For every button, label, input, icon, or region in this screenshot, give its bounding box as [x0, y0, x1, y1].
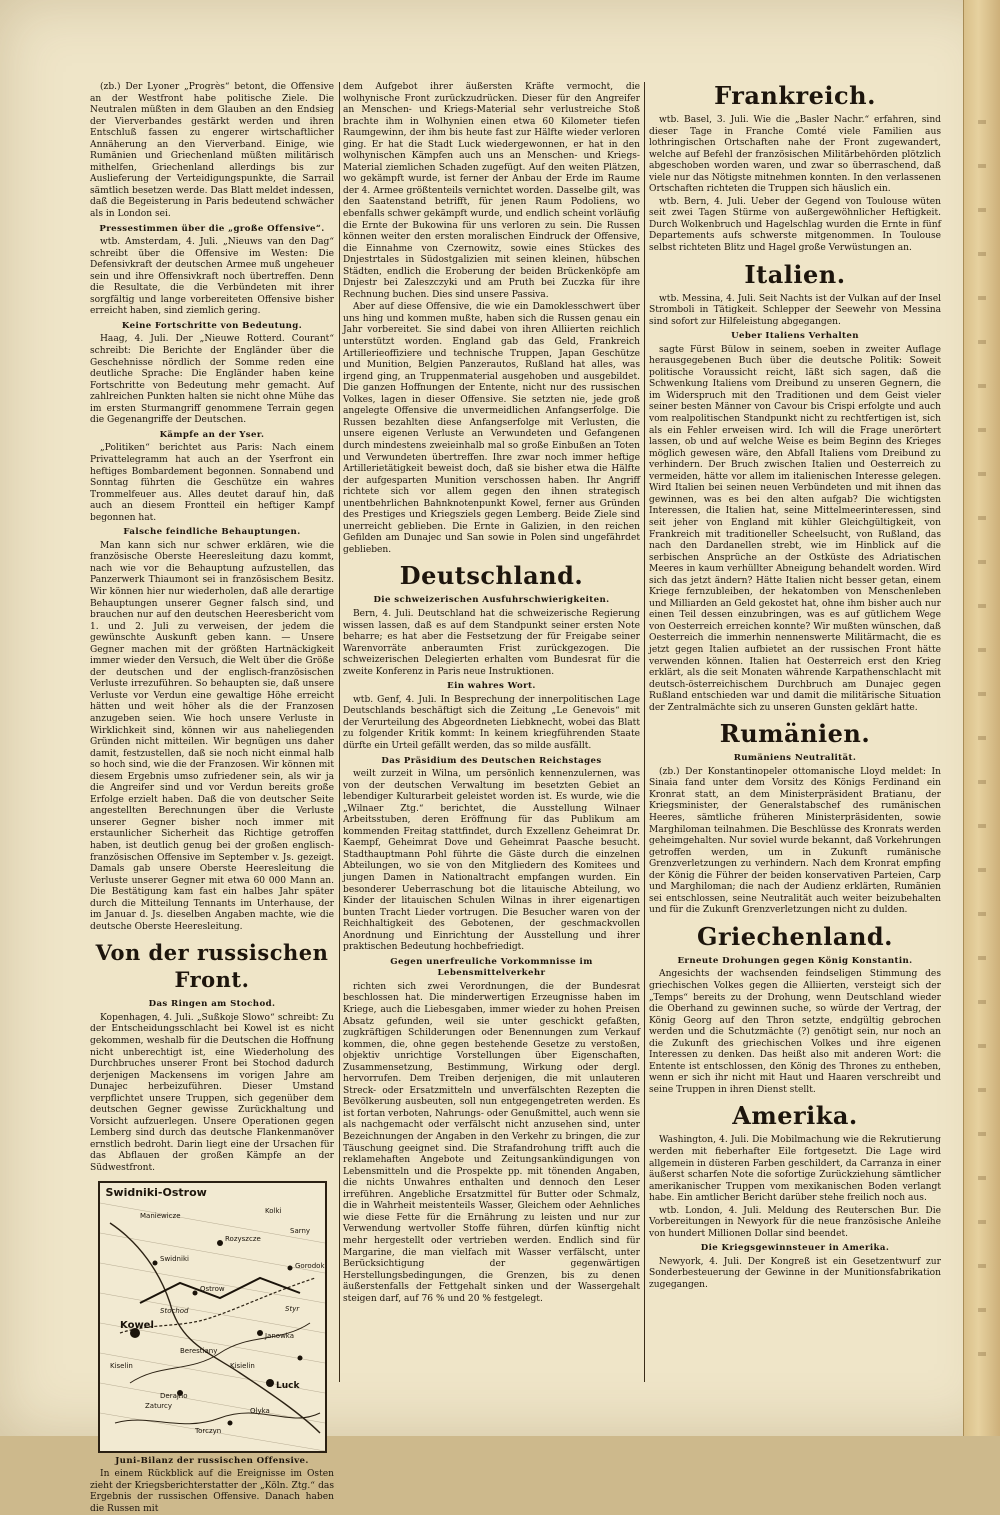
map-label: Kowel	[119, 1319, 154, 1331]
section-subheading: Die schweizerischen Ausfuhrschwierigkeiten.	[373, 595, 610, 606]
map-label: Kiselin	[109, 1361, 133, 1370]
map-label: Zaturcy	[144, 1401, 172, 1410]
map-label: Maniewicze	[139, 1211, 181, 1220]
section-subheading: Keine Fortschritte von Bedeutung.	[121, 320, 303, 331]
article-paragraph: Newyork, 4. Juli. Der Kongreß ist ein Gesetzentwurf zur Sonderbesteuerung der Gewinne in der Munitionsfabrikation zugegangen.	[649, 1256, 941, 1291]
page-binding-edge	[963, 0, 1000, 1436]
column-rule-2	[644, 82, 645, 1382]
section-subheading: Ueber Italiens Verhalten	[731, 331, 859, 342]
binding-stitches	[978, 80, 986, 1360]
map-label: Kisielin	[229, 1361, 255, 1370]
article-paragraph: richten sich zwei Verordnungen, die der Bundesrat beschlossen hat. Die minderwertigen Erzeugnisse haben im Kriege, auch die Liebesgaben, immer wieder zu hohen Preisen Absatz gefunden, weil sie unter geschickt gefaßten, zugkräftigen Schilderungen oder Benennungen zum Verkauf kommen, die, ohne gegen bestehende Gesetze zu verstoßen, objektiv unrichtige Vorstellungen über Eigenschaften, Zusammensetzung, Bestimmung, Wirkung oder dergl. hervorrufen. Dem Treiben derjenigen, die mit unlauteren Streck- oder Ersatzmitteln und unverfälschten Rezepten die Bevölkerung ausbeuten, soll nun entgegengetreten werden. Es ist fortan verboten, Nahrungs- oder Genußmittel, auch wenn sie als nachgemacht oder verfälscht nicht anzusehen sind, unter Bezeichnungen der Angaben in den Verkehr zu bringen, die zur Täuschung geeignet sind. Die Strafandrohung trifft auch die reklamehaften Angebote und Zeitungsankündigungen von Lebensmitteln und die Prospekte pp. mit tönenden Angaben, die nichts Unwahres enthalten und dennoch den Leser irreführen. Angebliche Ersatzmittel für Butter oder Schmalz, die in Wahrheit meistenteils Wasser, Gleichem oder Aehnliches wie diese Fette für die Ernährung zu leisten und nur zur Verwendung wertvoller Stoffe führen, dürfen künftig nicht mehr hergestellt oder vertrieben werden. Endlich sind für Margarine, die man vielfach mit Wasser verfälscht, unter Berücksichtigung der gegenwärtigen Herstellungsbedingungen, die Grenzen, bis zu denen äußerstenfalls der Fettgehalt sinken und der Wassergehalt steigen darf, auf 76 % und 20 % festgelegt.	[343, 981, 640, 1304]
map-label: Olyka	[249, 1406, 270, 1415]
section-subheading: Falsche feindliche Behauptungen.	[123, 527, 301, 538]
section-subheading: Das Ringen am Stochod.	[148, 999, 276, 1010]
section-subheading: Die Kriegsgewinnsteuer in Amerika.	[700, 1243, 890, 1254]
section-heading-amerika: Amerika.	[732, 1101, 858, 1131]
article-paragraph: „Politiken“ berichtet aus Paris: Nach einem Privattelegramm hat auch an der Yserfront ein heftiges Bombardement begonnen. Sonnabend und Sonntag führten die Geschütze ein wahres Trommelfeuer aus. Alles deutet darauf hin, daß auch an diesem Frontteil ein heftiger Kampf begonnen hat.	[90, 443, 334, 523]
column-1	[90, 82, 334, 1514]
section-subheading: Das Präsidium des Deutschen Reichstages	[381, 755, 602, 766]
map-label: Styr	[284, 1304, 299, 1313]
article-paragraph: wtb. Genf, 4. Juli. In Besprechung der innerpolitischen Lage Deutschlands beschäftigt sich die Zeitung „Le Genevois“ mit der Verurteilung des Abgeordneten Liebknecht, wobei das Blatt zu folgender Kritik kommt: In keinem kriegführenden Staate dürfte ein Urteil gefällt werden, das so milde ausfällt.	[343, 694, 640, 751]
map-label: Janowka	[264, 1331, 294, 1340]
section-heading-deutschland: Deutschland.	[399, 561, 584, 591]
article-paragraph: Washington, 4. Juli. Die Mobilmachung wie die Rekrutierung werden mit fieberhafter Eile fortgesetzt. Die Lage wird allgemein in düsteren Farben geschildert, da Carranza in einer äußerst scharfen Note die sofortige Zurückziehung sämtlicher amerikanischer Truppen vom mexikanischen Boden verlangt habe. Ein amtlicher Bericht darüber stehe freilich noch aus.	[649, 1135, 941, 1204]
section-subheading: Juni-Bilanz der russischen Offensive.	[115, 1455, 309, 1466]
map-label: Derajno	[159, 1391, 188, 1400]
section-heading-rumaenien: Rumänien.	[719, 719, 871, 749]
article-paragraph: In einem Rückblick auf die Ereignisse im Osten zieht der Kriegsberichterstatter der „Köln. Ztg.“ das Ergebnis der russischen Offensive. Danach haben die Russen mit	[90, 1469, 334, 1514]
map-label: Gorodok	[294, 1261, 324, 1270]
map-title: Swidniki-Ostrow	[105, 1185, 207, 1199]
article-paragraph: wtb. London, 4. Juli. Meldung des Reuterschen Bur. Die Vorbereitungen in Newyork für die neue französische Anleihe von hundert Millionen Dollar sind beendet.	[649, 1205, 941, 1239]
map-label: Luck	[275, 1380, 299, 1391]
section-subheading: Gegen unerfreuliche Vorkommnisse im Lebensmittelverkehr	[390, 956, 593, 979]
column-2	[343, 82, 640, 1382]
map-label: Ostrow	[199, 1284, 225, 1293]
map-label: Berestiany	[179, 1346, 217, 1355]
article-paragraph: (zb.) Der Lyoner „Progrès“ betont, die Offensive an der Westfront habe politische Ziele. Die Neutralen müßten in dem Glauben an den Endsieg der Vierverbandes gestärkt werden und ihren Entschluß fassen zu engerer wirtschaftlicher Annäherung an den Vierverband. Einige, wie Rumänien und Griechenland müßten militärisch mithelfen, Griechenland allerdings bis zur Auslieferung der Verteidigungspunkte, die Sarrail sämtlich besetzen werde. Das Blatt meldet indessen, daß die Begeisterung in Paris bedeutend schwächer als in London sei.	[90, 82, 334, 220]
article-paragraph: dem Aufgebot ihrer äußersten Kräfte vermocht, die wolhynische Front zurückzudrücken. Dieser für den Angreifer an Menschen- und Kriegs-Material sehr verlustreiche Stoß brachte ihm in Wolhynien einen etwa 60 Kilometer tiefen Raumgewinn, der ihm bis heute fast zur Hälfte wieder verloren ging. Er hat die Stadt Luck wiedergewonnen, er hat in den wolhynischen Kämpfen auch uns an Menschen- und Kriegs-Material ziemlichen Schaden zugefügt. Auf den weiten Plätzen, wo gekämpft wurde, ist ferner der Anbau der Erde im Raume der 4. Armee größtenteils vernichtet worden. Dasselbe gilt, was den Saatenstand betrifft, für jenen Raum Podoliens, wo ebenfalls schwer gekämpft wurde, und endlich scheint vorläufig die Ernte der Bukowina für uns verloren zu sein. Die Russen können weiter den ersten moralischen Eindruck der Offensive, die Einnahme von Czernowitz, sowie eines Stückes des Dnjestrtales in Südostgalizien mit seinen kleinen, hübschen Städten, endlich die Eroberung der beiden Brückenköpfe am Dnjestr bei Zaleszczyki und am Pruth bei Zuczka für ihre Rechnung buchen. Dies sind unsere Passiva.	[343, 82, 640, 300]
article-paragraph: sagte Fürst Bülow in seinem, soeben in zweiter Auflage herausgegebenen Buch über die deutsche Politik: Soweit politische Voraussicht reicht, läßt sich sagen, daß die Schwenkung Italiens vom Dreibund zu unseren Gegnern, die im Widerspruch mit den Traditionen und dem Geist vieler seiner besten Männer von Cavour bis Crispi erfolgte und auch vom realpolitischen Standpunkt nicht zu rechtfertigen ist, sich als ein Fehler erweisen wird. Ich will die Frage unerörtert lassen, ob und auf welche Weise es beim Beginn des Krieges möglich gewesen wäre, den Abfall Italiens vom Dreibund zu verhindern. Der Bruch zwischen Italien und Oesterreich zu vermeiden, hätte vor allem im italienischen Interesse gelegen. Wird Italien bei seinen neuen Verbündeten und mit ihnen das gewinnen, was es bei den alten aufgab? Die wichtigsten Interessen, die Italien hat, seine Mittelmeerinteressen, sind seit jeher von England mit kühler Gleichgültigkeit, von Frankreich mit traditioneller Scheelsucht, von Rußland, das nach den Dardanellen strebt, wie im Hinblick auf die serbischen Ansprüche an der Ostküste des Adriatischen Meeres in kaum verhüllter Abneigung behandelt worden. Wird sich das jetzt ändern? Hätte Italien nicht besser getan, einem Kriege fernzubleiben, der hekatomben von Menschenleben und Milliarden an Geld gekostet hat, ohne ihm bisher auch nur einen Teil dessen einzubringen, was es auf gütlichem Wege von Oesterreich erreichen konnte? Wir mußten wünschen, daß Oesterreich die immerhin nennenswerte Militärmacht, die es jetzt gegen Italien aufbietet an der russischen Front hätte verwenden können. Italien hat Oesterreich erst den Krieg erklärt, als die seit Monaten währende Karpathenschlacht mit deutsch-österreichischem Durchbruch am Dunajec gegen Rußland entschieden war und damit die militärische Situation der Zentralmächte sich zu unseren Gunsten geklärt hatte.	[649, 344, 941, 713]
article-paragraph: weilt zurzeit in Wilna, um persönlich kennenzulernen, was von der deutschen Verwaltung im besetzten Gebiet an lebendiger Kulturarbeit geleistet worden ist. Es wurde, wie die „Wilnaer Ztg.“ berichtet, die Ausstellung Wilnaer Arbeitsstuben, deren Eröffnung für das Publikum am kommenden Freitag stattfindet, durch Exzellenz Geheimrat Dr. Kaempf, Geheimrat Dove und Geheimrat Paasche besucht. Stadthauptmann Pohl führte die Gäste durch die einzelnen Abteilungen, wo sie von den Mitgliedern des Komitees und jungen Damen in Nationaltracht empfangen wurden. Ein besonderer Ueberraschung bot die litauische Abteilung, wo Kinder der litauischen Schulen Wilnas in ihrer eigenartigen bunten Tracht Lieder vortrugen. Die Besucher waren von der Reichhaltigkeit des Gebotenen, der geschmackvollen Anordnung und Einrichtung der Ausstellung und ihrer praktischen Bedeutung hochbefriedigt.	[343, 769, 640, 953]
article-paragraph: wtb. Messina, 4. Juli. Seit Nachts ist der Vulkan auf der Insel Stromboli in Tätigkeit. Schlepper der Seewehr von Messina sind sofort zur Hilfeleistung abgegangen.	[649, 293, 941, 327]
article-paragraph: Aber auf diese Offensive, die wie ein Damoklesschwert über uns hing und kommen mußte, haben sich die Russen genau ein Jahr vorbereitet. Sie sind dabei von ihren Alliierten reichlich unterstützt worden. England gab das Geld, Frankreich Artillerieoffiziere und technische Truppen, Japan Geschütze und Munition, Belgien Panzerautos, Rußland hat alles, was irgend ging, an Truppenmaterial ausgehoben und ausgebildet. Die ganzen Hoffnungen der Entente, nicht nur des russischen Volkes, lagen in dieser Offensive. Sie setzten nie, jede groß angelegte Offensive die unvermeidlichen Anfangserfolge. Die Russen bezahlten diese Anfangserfolge mit Verlusten, die unsere eigenen Verluste an Verwundeten und Gefangenen durch mindestens zweieinhalb mal so große Einbußen an Toten und Verwundeten übertreffen. Ihre zwar noch immer heftige Artillerietätigkeit beweist doch, daß sie bisher etwa die Hälfte der aufgesparten Munition verschossen haben. Ihr Angriff richtete sich vor allem gegen den ihnen strategisch unentbehrlichen Bahnknotenpunkt Kowel, ferner aus Gründen des Prestiges und Kriegsziels gegen Lemberg. Beide Ziele sind unerreicht geblieben. Die Ernte in Galizien, in den reichen Gefilden am Dunajec und San sowie in Polen sind ungefährdet geblieben.	[343, 302, 640, 555]
article-paragraph: Angesichts der wachsenden feindseligen Stimmung des griechischen Volkes gegen die Alliierten, versteigt sich der „Temps“ bereits zu der Drohung, wenn Deutschland wieder die Oberhand zu gewinnen suche, so würde der Vertrag, der König Georg auf den Thron setzte, endgültig gebrochen werden und die Schutzmächte (?) genötigt sein, nur noch an die Zukunft des griechischen Volkes und ihre eigenen Interessen zu denken. Das heißt also mit anderen Wort: die Entente ist entschlossen, den König des Thrones zu entheben, wenn er sich ihr nicht mit Haut und Haaren verschreibt und seine Truppen in ihren Dienst stellt.	[649, 969, 941, 1095]
column-3	[649, 82, 941, 1382]
article-paragraph: Man kann sich nur schwer erklären, wie die französische Oberste Heeresleitung dazu kommt, nach wie vor die Behauptung aufzustellen, das Panzerwerk Thiaumont sei in französischem Besitz. Wir können hier nur wiederholen, daß alle derartige Behauptungen unserer Gegner falsch sind, und brauchen nur auf den deutschen Heeresbericht vom 1. und 2. Juli zu verweisen, der jedem die gewünschte Auskunft geben kann. — Unsere Gegner machen mit der größten Hartnäckigkeit immer wieder den Versuch, die Welt über die Größe der deutschen und der englisch-französischen Verluste irrezuführen. So behaupten sie, daß unsere Verluste vor Verdun eine gewaltige Höhe erreicht hätten und weit höher als die der Franzosen anzugeben seien. Wie hoch unsere Verluste in Wirklichkeit sind, können wir aus naheliegenden Gründen nicht mitteilen. Wir begnügen uns daher damit, festzustellen, daß sie noch nicht einmal halb so hoch sind, wie die der Franzosen. Wir können mit diesem Ergebnis umso zufriedener sein, als wir ja die Angreifer sind und vor Verdun bereits große Erfolge erzielt haben. Daß die von deutscher Seite angestellten Berechnungen über die Verluste unserer Gegner bisher noch immer mit erstaunlicher Sicherheit das Richtige getroffen haben, ist deutlich genug bei der großen englisch-französischen Offensive im September v. Js. gezeigt. Damals gab unsere Oberste Heeresleitung die Verluste unserer Gegner mit etwa 60 000 Mann an. Die Bestätigung kam fast ein halbes Jahr später durch die Mitteilung Tennants im Unterhause, der im Januar d. Js. dieselben Angaben machte, wie die deutsche Oberste Heeresleitung.	[90, 540, 334, 932]
section-heading-russian-front: Von der russischen Front.	[95, 940, 329, 993]
section-heading-frankreich: Frankreich.	[714, 81, 876, 110]
map-label: Swidniki	[159, 1254, 189, 1263]
map-drawing	[100, 1183, 325, 1451]
map-label: Torczyn	[194, 1426, 221, 1435]
column-rule-1	[339, 82, 340, 1382]
article-paragraph: Bern, 4. Juli. Deutschland hat die schweizerische Regierung wissen lassen, daß es auf dem Standpunkt seiner ersten Note beharre; es hat aber die Festsetzung der für Freigabe seiner Warenvorräte anberaumten Frist zurückgezogen. Die schweizerischen Delegierten erhalten vom Bundesrat für die zweite Konferenz in Paris neue Instruktionen.	[343, 608, 640, 677]
map-label: Kolki	[264, 1206, 281, 1215]
section-heading-griechenland: Griechenland.	[696, 921, 894, 951]
article-paragraph: wtb. Basel, 3. Juli. Wie die „Basler Nachr.“ erfahren, sind dieser Tage in Franche Comté viele Familien aus lothringischen Ortschaften nahe der Front zugewandert, welche auf Befehl der französischen Militärbehörden plötzlich abgeschoben worden waren, und zwar so überraschend, daß viele nur das Nötigste mitnehmen konnten. In den verlassenen Ortschaften richteten die Truppen sich häuslich ein.	[649, 115, 941, 195]
map-swidniki-ostrow	[98, 1181, 327, 1453]
section-subheading: Rumäniens Neutralität.	[733, 753, 857, 764]
article-paragraph: Kopenhagen, 4. Juli. „Sußkoje Slowo“ schreibt: Zu der Entscheidungsschlacht bei Kowel ist es nicht gekommen, weshalb für die Deutschen die Hoffnung nicht unberechtigt ist, eine Wiederholung des Durchbruches unserer Front bei Stochod dadurch derjenigen Mackensens im vorigen Jahre am Dunajec herbeizuführen. Dieser Umstand verpflichtet unsere Truppen, sich gegenüber dem deutschen Gegner gewisse Zurückhaltung und Vorsicht aufzuerlegen. Unsere Operationen gegen Lemberg sind durch das deutsche Flankenmanöver ernstlich bedroht. Darin liegt eine der Ursachen für das Abflauen der großen Kämpfe an der Südwestfront.	[90, 1012, 334, 1174]
article-paragraph: wtb. Amsterdam, 4. Juli. „Nieuws van den Dag“ schreibt über die Offensive im Westen: Die Defensivkraft der deutschen Armee muß ungeheuer sein und ihre Offensivkraft noch übertreffen. Denn die Resultate, die die Verbündeten mit ihrer sorgfältig und lange vorbereiteten Offensive bisher erreicht haben, sind ziemlich gering.	[90, 237, 334, 317]
section-subheading: Ein wahres Wort.	[447, 681, 536, 692]
section-subheading: Pressestimmen über die „große Offensive“.	[99, 223, 325, 234]
article-paragraph: wtb. Bern, 4. Juli. Ueber der Gegend von Toulouse wüten seit zwei Tagen Stürme von außergewöhnlicher Heftigkeit. Durch Wolkenbruch und Hagelschlag wurden die Ernte in fünf Departements aufs schwerste mitgenommen. In Toulouse selbst richteten Blitz und Hagel große Verwüstungen an.	[649, 196, 941, 254]
article-paragraph: Haag, 4. Juli. Der „Nieuwe Rotterd. Courant“ schreibt: Die Berichte der Engländer über die Geschehnisse nördlich der Somme reden eine deutliche Sprache: Die Engländer haben keine Fortschritte von Bedeutung mehr gemacht. Auf zahlreichen Punkten halten sie nicht ohne Mühe das im ersten Sturmangriff genommene Terrain gegen die Gegenangriffe der Deutschen.	[90, 334, 334, 426]
article-paragraph: (zb.) Der Konstantinopeler ottomanische Lloyd meldet: In Sinaia fand unter dem Vorsitz des Königs Ferdinand ein Kronrat statt, an dem Ministerpräsident Bratianu, der Kriegsminister, der Generalstabschef des rumänischen Heeres, sämtliche früheren Ministerpräsidenten, sowie Marghiloman teilnahmen. Die Beschlüsse des Kronrats werden geheimgehalten. Nur soviel wurde bekannt, daß Vorkehrungen getroffen werden, um in Zukunft rumänische Grenzverletzungen zu verhindern. Nach dem Kronrat empfing der König die Führer der beiden konservativen Parteien, Carp und Marghiloman; die nach der Audienz erklärten, Rumänien sei entschlossen, seine Neutralität auch weiter beizubehalten und für die Zukunft Grenzverletzungen nicht zu dulden.	[649, 766, 941, 916]
map-label: Rozyszcze	[224, 1234, 261, 1243]
section-heading-italien: Italien.	[744, 259, 846, 289]
section-subheading: Kämpfe an der Yser.	[159, 429, 265, 440]
map-label: Sarny	[289, 1226, 310, 1235]
section-subheading: Erneute Drohungen gegen König Konstantin.	[677, 955, 913, 966]
map-label: Stochod	[159, 1306, 188, 1315]
